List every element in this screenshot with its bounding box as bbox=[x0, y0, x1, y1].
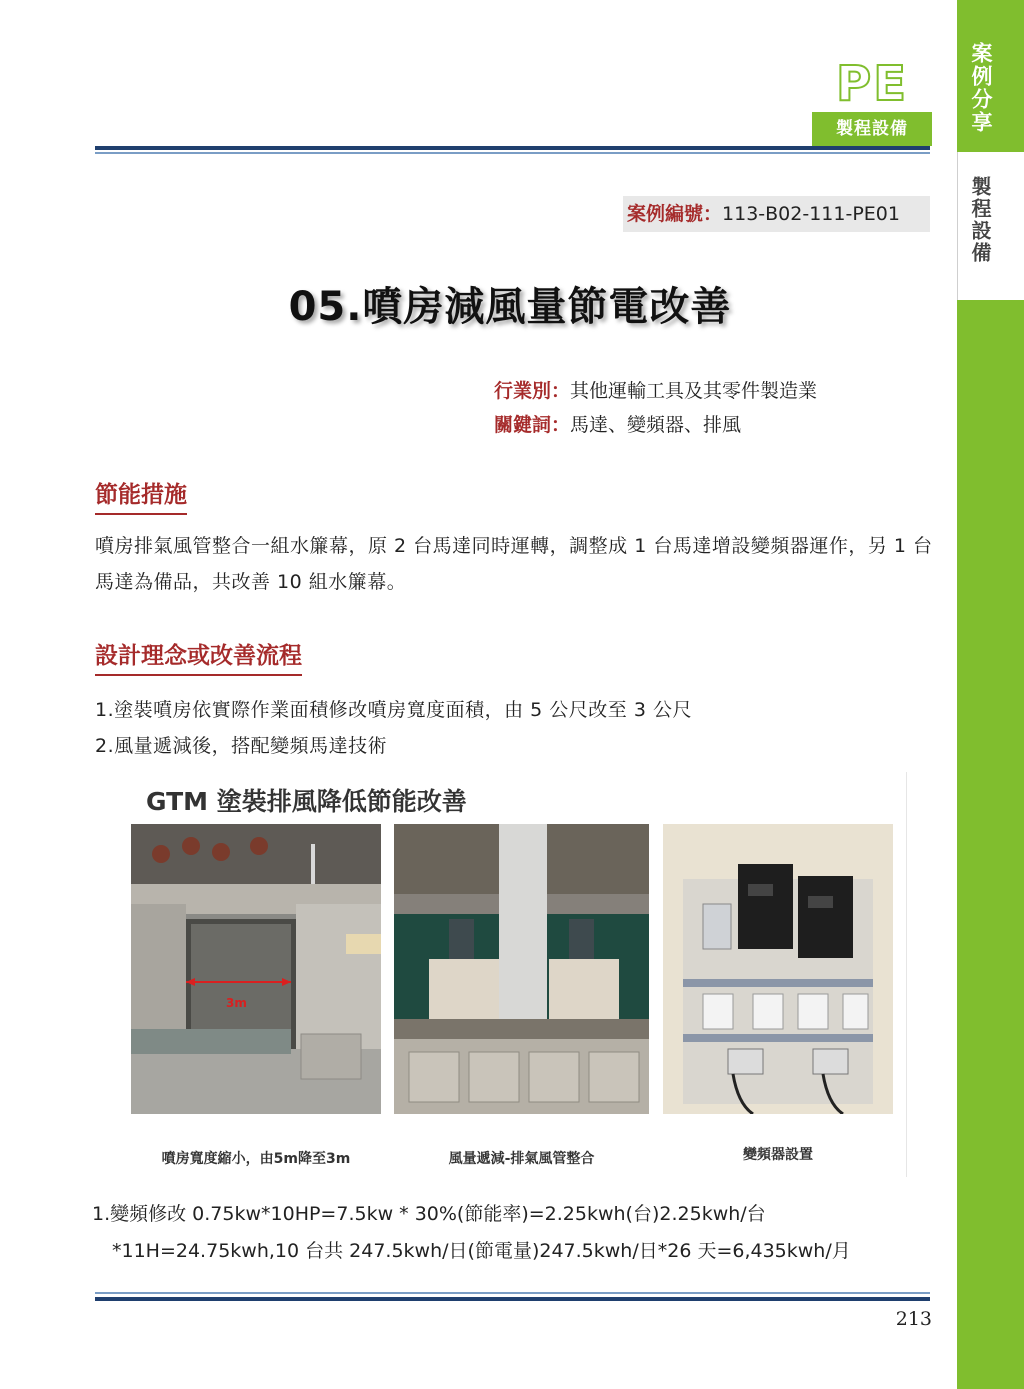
keywords-label: 關鍵詞： bbox=[494, 414, 571, 436]
section-heading-measures: 節能措施 bbox=[95, 476, 187, 515]
calculation-line-1: 1.變頻修改 0.75kw*10HP=7.5kw * 30%(節能率)=2.25kwh(台)2.25kwh/台 bbox=[92, 1203, 766, 1225]
photo-spray-booth bbox=[131, 824, 381, 1114]
caption-exhaust-duct: 風量遞減-排氣風管整合 bbox=[448, 1151, 595, 1167]
section-heading-design: 設計理念或改善流程 bbox=[95, 637, 302, 676]
design-item-2: 2.風量遞減後，搭配變頻馬達技術 bbox=[95, 735, 388, 757]
case-number-label: 案例編號： bbox=[627, 203, 723, 225]
page-title: 05.噴房減風量節電改善 bbox=[288, 284, 732, 330]
header-rule-thin bbox=[95, 152, 930, 154]
photo-exhaust-duct bbox=[394, 824, 649, 1114]
caption-spray-booth: 噴房寬度縮小，由5m降至3m bbox=[161, 1151, 351, 1167]
industry-label: 行業別： bbox=[494, 380, 571, 402]
case-number-box bbox=[623, 196, 930, 232]
industry-value: 其他運輸工具及其零件製造業 bbox=[570, 380, 818, 402]
page-number: 213 bbox=[895, 1308, 932, 1330]
caption-inverter-panel: 變頻器設置 bbox=[743, 1147, 813, 1163]
side-tab-section-label: 製程設備 bbox=[968, 176, 992, 264]
calculation-line-2: *11H=24.75kwh,10 台共 247.5kwh/日(節電量)247.5kwh/日*26 天=6,435kwh/月 bbox=[112, 1240, 851, 1262]
case-number-value: 113-B02-111-PE01 bbox=[722, 203, 900, 225]
side-tab-bottom bbox=[957, 300, 1024, 1389]
section-body-measures: 噴房排氣風管整合一組水簾幕，原 2 台馬達同時運轉，調整成 1 台馬達增設變頻器運作，另 1 台馬達為備品，共改善 10 組水簾幕。 bbox=[95, 535, 933, 593]
industry-line bbox=[494, 376, 817, 403]
footer-rule-thick bbox=[95, 1297, 930, 1301]
figure-title: GTM 塗裝排風降低節能改善 bbox=[146, 787, 467, 816]
side-tab-case-label: 案例分享 bbox=[969, 42, 993, 134]
footer-rule-thin bbox=[95, 1292, 930, 1294]
design-item-1: 1.塗裝噴房依實際作業面積修改噴房寬度面積，由 5 公尺改至 3 公尺 bbox=[95, 699, 692, 721]
keywords-value: 馬達、變頻器、排風 bbox=[570, 414, 742, 436]
photo-inverter-panel bbox=[663, 824, 893, 1114]
photo-width-annotation: 3m bbox=[226, 996, 247, 1010]
pe-logo-label: 製程設備 bbox=[812, 112, 932, 146]
pe-logo: PE bbox=[836, 56, 908, 112]
figure-panel bbox=[128, 772, 907, 1177]
header-rule-thick bbox=[95, 146, 930, 150]
keywords-line bbox=[494, 410, 741, 437]
